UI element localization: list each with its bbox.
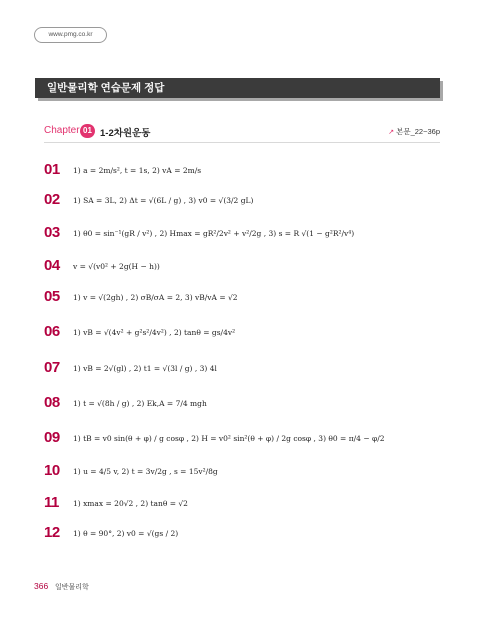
chapter-title: 1-2차원운동 [100,128,151,139]
answer-text: 1) vB = √(4v² + g²s²/4v²) , 2) tanθ = gs/4v² [73,328,236,337]
chapter-divider [44,142,440,143]
problem-number: 06 [44,323,60,340]
problem-number: 11 [44,494,59,511]
answer-text: 1) a = 2m/s², t = 1s, 2) vA = 2m/s [73,166,202,175]
banner-title: 일반물리학 연습문제 정답 [47,82,165,94]
chapter-label: Chapter [44,125,80,136]
answer-text: 1) v = √(2gh) , 2) σB/σA = 2, 3) vB/vA = √2 [73,293,238,302]
problem-number: 10 [44,462,60,479]
problem-number: 07 [44,359,60,376]
url-badge: www.pmg.co.kr [34,27,107,43]
footer-book-title: 일반물리학 [55,584,89,591]
chapter-number-badge: 01 [80,124,95,138]
page-reference-text: 본문_22~36p [396,127,440,136]
answer-text: 1) tB = v0 sin(θ + φ) / g cosφ , 2) H = v0² sin²(θ + φ) / 2g cosφ , 3) θ0 = π/4 − φ/2 [73,434,385,443]
problem-number: 09 [44,429,60,446]
answer-text: 1) t = √(8h / g) , 2) Ek,A = 7/4 mgh [73,399,207,408]
problem-number: 02 [44,191,60,208]
chapter-header [44,124,440,140]
answer-text: 1) θ0 = sin⁻¹(gR / v²) , 2) Hmax = gR²/2v² + v²/2g , 3) s = R √(1 − g²R²/v⁴) [73,229,355,238]
page-number: 366 [34,581,49,591]
arrow-icon: ↗ [388,129,395,136]
problem-number: 03 [44,224,60,241]
answer-text: 1) θ = 90°, 2) v0 = √(gs / 2) [73,529,179,538]
page-reference [388,126,440,137]
problem-number: 01 [44,161,60,178]
title-banner [35,78,440,98]
answer-text: 1) vB = 2√(gl) , 2) t1 = √(3l / g) , 3) 4l [73,364,217,373]
answer-text: 1) u = 4/5 v, 2) t = 3v/2g , s = 15v²/8g [73,467,218,476]
answer-text: v = √(v0² + 2g(H − h)) [73,262,160,271]
answer-text: 1) SA = 3L, 2) Δt = √(6L / g) , 3) v0 = √(3/2 gL) [73,196,254,205]
problem-number: 04 [44,257,60,274]
problem-number: 05 [44,288,60,305]
problem-number: 12 [44,524,60,541]
answer-text: 1) xmax = 20√2 , 2) tanθ = √2 [73,499,188,508]
problem-number: 08 [44,394,60,411]
